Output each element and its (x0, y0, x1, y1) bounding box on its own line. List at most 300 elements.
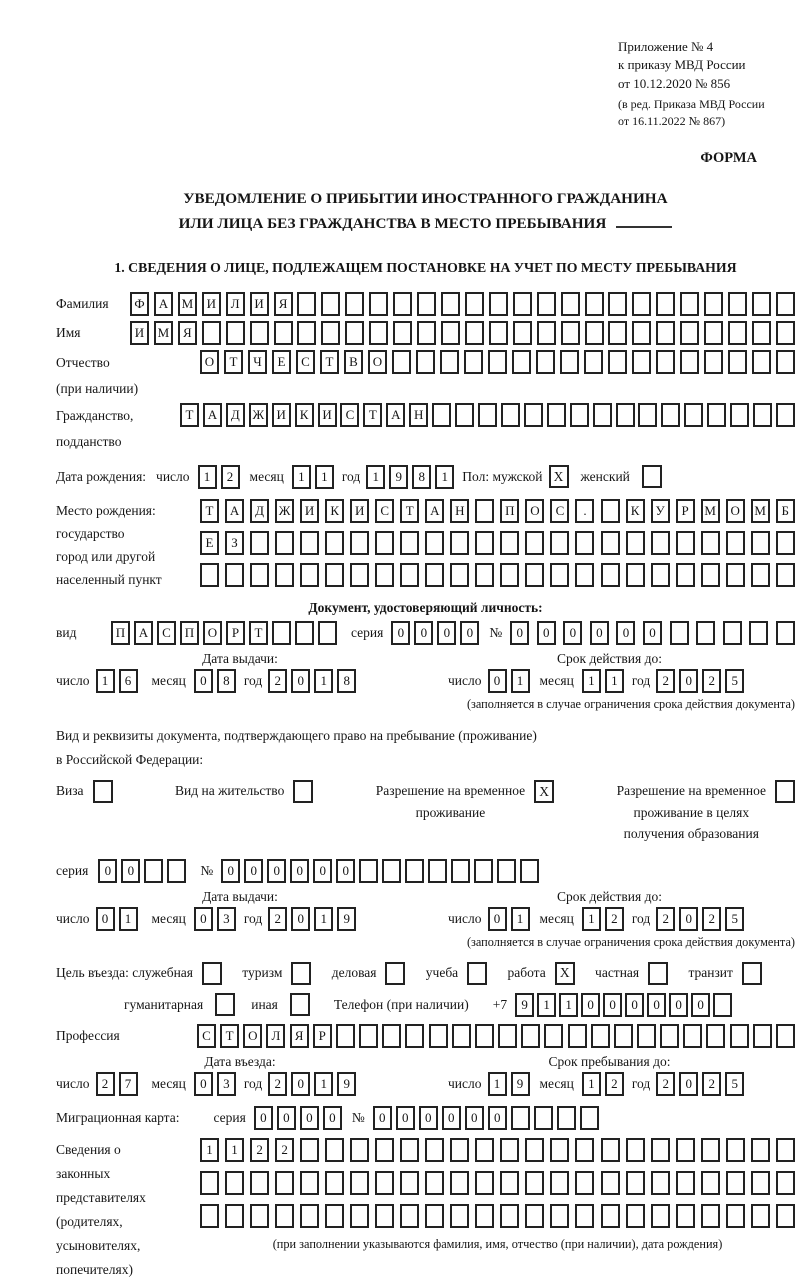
char-cell[interactable] (575, 563, 594, 587)
char-cell[interactable] (375, 531, 394, 555)
char-cell[interactable] (525, 531, 544, 555)
char-cell[interactable] (250, 321, 269, 345)
char-cell[interactable] (701, 563, 720, 587)
char-cell[interactable]: 0 (419, 1106, 438, 1130)
char-cell[interactable] (525, 1171, 544, 1195)
char-cell[interactable] (684, 403, 703, 427)
char-cell[interactable] (575, 1204, 594, 1228)
char-cell[interactable] (489, 321, 508, 345)
char-cell[interactable] (776, 321, 795, 345)
char-cell[interactable]: 2 (250, 1138, 269, 1162)
char-cell[interactable] (626, 1204, 645, 1228)
char-cell[interactable] (632, 292, 651, 316)
char-cell[interactable] (200, 563, 219, 587)
char-cell[interactable] (325, 1204, 344, 1228)
char-cell[interactable]: Ч (248, 350, 267, 374)
char-cell[interactable] (375, 1204, 394, 1228)
char-cell[interactable] (701, 1171, 720, 1195)
char-cell[interactable] (651, 1138, 670, 1162)
char-cell[interactable]: 1 (582, 669, 601, 693)
char-cell[interactable]: Т (320, 350, 339, 374)
char-cell[interactable]: Н (409, 403, 428, 427)
char-cell[interactable]: 1 (366, 465, 385, 489)
char-cell[interactable] (660, 1024, 679, 1048)
char-cell[interactable] (537, 321, 556, 345)
char-cell[interactable] (359, 859, 378, 883)
char-cell[interactable] (428, 859, 447, 883)
char-cell[interactable] (475, 1024, 494, 1048)
char-cell[interactable] (776, 563, 795, 587)
char-cell[interactable] (375, 1138, 394, 1162)
char-cell[interactable] (429, 1024, 448, 1048)
char-cell[interactable] (475, 499, 494, 523)
char-cell[interactable] (425, 1138, 444, 1162)
char-cell[interactable] (500, 1138, 519, 1162)
char-cell[interactable] (726, 563, 745, 587)
char-cell[interactable] (392, 350, 411, 374)
char-cell[interactable]: 1 (225, 1138, 244, 1162)
char-cell[interactable]: 1 (314, 669, 333, 693)
purpose-other-checkbox[interactable] (290, 993, 310, 1016)
char-cell[interactable] (776, 403, 795, 427)
char-cell[interactable] (451, 859, 470, 883)
char-cell[interactable] (350, 1171, 369, 1195)
char-cell[interactable] (550, 563, 569, 587)
char-cell[interactable]: О (726, 499, 745, 523)
char-cell[interactable]: Т (249, 621, 268, 645)
char-cell[interactable]: 9 (337, 907, 356, 931)
char-cell[interactable]: 0 (194, 907, 213, 931)
char-cell[interactable] (749, 621, 768, 645)
char-cell[interactable]: З (225, 531, 244, 555)
char-cell[interactable] (321, 321, 340, 345)
char-cell[interactable] (400, 563, 419, 587)
char-cell[interactable] (713, 993, 732, 1017)
char-cell[interactable] (656, 292, 675, 316)
char-cell[interactable]: 8 (412, 465, 431, 489)
char-cell[interactable] (400, 1138, 419, 1162)
char-cell[interactable]: 1 (315, 465, 334, 489)
char-cell[interactable]: Т (200, 499, 219, 523)
char-cell[interactable] (751, 531, 770, 555)
char-cell[interactable] (730, 1024, 749, 1048)
char-cell[interactable] (405, 859, 424, 883)
char-cell[interactable]: С (157, 621, 176, 645)
char-cell[interactable] (707, 403, 726, 427)
char-cell[interactable]: 0 (460, 621, 479, 645)
char-cell[interactable] (393, 292, 412, 316)
char-cell[interactable] (575, 531, 594, 555)
char-cell[interactable]: 0 (313, 859, 332, 883)
char-cell[interactable]: 0 (581, 993, 600, 1017)
char-cell[interactable] (550, 1171, 569, 1195)
char-cell[interactable] (275, 1171, 294, 1195)
char-cell[interactable]: 1 (511, 669, 530, 693)
char-cell[interactable]: Т (400, 499, 419, 523)
char-cell[interactable]: 2 (96, 1072, 115, 1096)
char-cell[interactable]: 1 (314, 1072, 333, 1096)
char-cell[interactable] (616, 403, 635, 427)
char-cell[interactable]: 0 (414, 621, 433, 645)
char-cell[interactable]: О (368, 350, 387, 374)
char-cell[interactable] (560, 350, 579, 374)
char-cell[interactable]: Н (450, 499, 469, 523)
char-cell[interactable]: Л (226, 292, 245, 316)
char-cell[interactable] (584, 350, 603, 374)
char-cell[interactable]: Д (250, 499, 269, 523)
char-cell[interactable] (751, 1138, 770, 1162)
purpose-private-checkbox[interactable] (648, 962, 668, 985)
char-cell[interactable]: 9 (515, 993, 534, 1017)
char-cell[interactable] (275, 531, 294, 555)
char-cell[interactable]: 0 (323, 1106, 342, 1130)
char-cell[interactable]: Я (290, 1024, 309, 1048)
char-cell[interactable] (726, 1138, 745, 1162)
char-cell[interactable]: М (751, 499, 770, 523)
char-cell[interactable] (728, 292, 747, 316)
char-cell[interactable] (776, 292, 795, 316)
char-cell[interactable]: 0 (391, 621, 410, 645)
char-cell[interactable] (300, 1138, 319, 1162)
purpose-transit-checkbox[interactable] (742, 962, 762, 985)
char-cell[interactable]: Ф (130, 292, 149, 316)
char-cell[interactable]: 0 (669, 993, 688, 1017)
char-cell[interactable]: 0 (98, 859, 117, 883)
char-cell[interactable]: С (296, 350, 315, 374)
char-cell[interactable]: 0 (510, 621, 529, 645)
char-cell[interactable]: 9 (389, 465, 408, 489)
char-cell[interactable] (425, 1171, 444, 1195)
char-cell[interactable]: С (550, 499, 569, 523)
char-cell[interactable]: 0 (291, 907, 310, 931)
char-cell[interactable]: А (203, 403, 222, 427)
char-cell[interactable] (608, 292, 627, 316)
char-cell[interactable] (465, 321, 484, 345)
char-cell[interactable] (728, 350, 747, 374)
char-cell[interactable] (318, 621, 337, 645)
char-cell[interactable]: Р (676, 499, 695, 523)
char-cell[interactable] (626, 563, 645, 587)
char-cell[interactable] (601, 499, 620, 523)
char-cell[interactable] (632, 350, 651, 374)
char-cell[interactable] (776, 1138, 795, 1162)
char-cell[interactable]: 0 (679, 1072, 698, 1096)
char-cell[interactable]: 0 (121, 859, 140, 883)
char-cell[interactable]: 0 (679, 669, 698, 693)
char-cell[interactable]: 0 (616, 621, 635, 645)
char-cell[interactable]: 0 (277, 1106, 296, 1130)
char-cell[interactable] (450, 1138, 469, 1162)
char-cell[interactable]: К (325, 499, 344, 523)
char-cell[interactable]: 2 (702, 669, 721, 693)
char-cell[interactable] (425, 531, 444, 555)
char-cell[interactable]: 0 (291, 1072, 310, 1096)
char-cell[interactable] (300, 563, 319, 587)
purpose-official-checkbox[interactable] (202, 962, 222, 985)
char-cell[interactable] (776, 531, 795, 555)
char-cell[interactable] (272, 621, 291, 645)
char-cell[interactable] (375, 1171, 394, 1195)
char-cell[interactable]: Д (226, 403, 245, 427)
char-cell[interactable] (226, 321, 245, 345)
char-cell[interactable] (557, 1106, 576, 1130)
char-cell[interactable] (575, 1138, 594, 1162)
char-cell[interactable] (450, 563, 469, 587)
char-cell[interactable] (432, 403, 451, 427)
char-cell[interactable] (776, 621, 795, 645)
char-cell[interactable]: 1 (200, 1138, 219, 1162)
char-cell[interactable] (450, 531, 469, 555)
char-cell[interactable] (441, 292, 460, 316)
char-cell[interactable] (537, 292, 556, 316)
char-cell[interactable] (656, 321, 675, 345)
char-cell[interactable] (498, 1024, 517, 1048)
visa-checkbox[interactable] (93, 780, 113, 803)
char-cell[interactable] (561, 292, 580, 316)
char-cell[interactable]: 0 (300, 1106, 319, 1130)
char-cell[interactable] (450, 1204, 469, 1228)
char-cell[interactable]: К (626, 499, 645, 523)
char-cell[interactable] (359, 1024, 378, 1048)
char-cell[interactable] (696, 621, 715, 645)
char-cell[interactable] (475, 563, 494, 587)
char-cell[interactable] (369, 321, 388, 345)
char-cell[interactable] (547, 403, 566, 427)
char-cell[interactable] (608, 321, 627, 345)
char-cell[interactable] (393, 321, 412, 345)
char-cell[interactable]: 5 (725, 907, 744, 931)
char-cell[interactable]: Т (220, 1024, 239, 1048)
char-cell[interactable] (637, 1024, 656, 1048)
char-cell[interactable] (704, 321, 723, 345)
char-cell[interactable] (670, 621, 689, 645)
char-cell[interactable]: М (154, 321, 173, 345)
char-cell[interactable] (601, 1171, 620, 1195)
char-cell[interactable] (297, 292, 316, 316)
char-cell[interactable] (200, 1204, 219, 1228)
char-cell[interactable] (632, 321, 651, 345)
char-cell[interactable] (501, 403, 520, 427)
char-cell[interactable] (776, 1171, 795, 1195)
char-cell[interactable] (325, 531, 344, 555)
char-cell[interactable]: Е (200, 531, 219, 555)
char-cell[interactable] (706, 1024, 725, 1048)
char-cell[interactable]: А (425, 499, 444, 523)
char-cell[interactable] (250, 563, 269, 587)
char-cell[interactable]: С (197, 1024, 216, 1048)
char-cell[interactable] (250, 531, 269, 555)
char-cell[interactable] (465, 292, 484, 316)
char-cell[interactable]: 1 (198, 465, 217, 489)
char-cell[interactable]: О (525, 499, 544, 523)
char-cell[interactable] (425, 563, 444, 587)
char-cell[interactable] (680, 350, 699, 374)
char-cell[interactable]: 0 (373, 1106, 392, 1130)
char-cell[interactable] (593, 403, 612, 427)
char-cell[interactable] (676, 563, 695, 587)
char-cell[interactable]: О (243, 1024, 262, 1048)
char-cell[interactable]: 0 (647, 993, 666, 1017)
char-cell[interactable]: 3 (217, 1072, 236, 1096)
char-cell[interactable]: 0 (290, 859, 309, 883)
char-cell[interactable]: 0 (537, 621, 556, 645)
char-cell[interactable]: Р (226, 621, 245, 645)
char-cell[interactable]: 9 (337, 1072, 356, 1096)
char-cell[interactable]: И (272, 403, 291, 427)
char-cell[interactable]: 8 (217, 669, 236, 693)
char-cell[interactable] (585, 292, 604, 316)
char-cell[interactable]: Ж (249, 403, 268, 427)
purpose-humanitarian-checkbox[interactable] (215, 993, 235, 1016)
char-cell[interactable] (651, 531, 670, 555)
char-cell[interactable] (651, 1171, 670, 1195)
char-cell[interactable]: 1 (582, 907, 601, 931)
char-cell[interactable] (534, 1106, 553, 1130)
char-cell[interactable] (751, 1171, 770, 1195)
char-cell[interactable] (536, 350, 555, 374)
char-cell[interactable] (752, 350, 771, 374)
char-cell[interactable] (382, 859, 401, 883)
char-cell[interactable] (683, 1024, 702, 1048)
char-cell[interactable] (601, 1204, 620, 1228)
char-cell[interactable] (300, 1204, 319, 1228)
char-cell[interactable]: 1 (435, 465, 454, 489)
char-cell[interactable] (776, 1204, 795, 1228)
char-cell[interactable] (300, 1171, 319, 1195)
char-cell[interactable] (417, 292, 436, 316)
char-cell[interactable] (474, 859, 493, 883)
purpose-study-checkbox[interactable] (467, 962, 487, 985)
char-cell[interactable] (488, 350, 507, 374)
char-cell[interactable]: Я (274, 292, 293, 316)
char-cell[interactable] (274, 321, 293, 345)
char-cell[interactable] (568, 1024, 587, 1048)
char-cell[interactable] (601, 531, 620, 555)
char-cell[interactable] (638, 403, 657, 427)
char-cell[interactable] (661, 403, 680, 427)
char-cell[interactable] (350, 1204, 369, 1228)
char-cell[interactable] (776, 1024, 795, 1048)
temp-residence-edu-checkbox[interactable] (775, 780, 795, 803)
char-cell[interactable] (452, 1024, 471, 1048)
char-cell[interactable] (167, 859, 186, 883)
char-cell[interactable] (626, 1138, 645, 1162)
char-cell[interactable]: 0 (96, 907, 115, 931)
char-cell[interactable] (202, 321, 221, 345)
char-cell[interactable] (297, 321, 316, 345)
char-cell[interactable]: 0 (254, 1106, 273, 1130)
char-cell[interactable] (580, 1106, 599, 1130)
char-cell[interactable]: 0 (679, 907, 698, 931)
char-cell[interactable]: 0 (625, 993, 644, 1017)
char-cell[interactable]: 1 (488, 1072, 507, 1096)
char-cell[interactable]: 0 (267, 859, 286, 883)
purpose-tourism-checkbox[interactable] (291, 962, 311, 985)
char-cell[interactable]: О (200, 350, 219, 374)
char-cell[interactable]: 0 (643, 621, 662, 645)
char-cell[interactable] (441, 321, 460, 345)
char-cell[interactable] (591, 1024, 610, 1048)
char-cell[interactable] (726, 1204, 745, 1228)
char-cell[interactable]: А (225, 499, 244, 523)
char-cell[interactable] (585, 321, 604, 345)
char-cell[interactable]: А (386, 403, 405, 427)
char-cell[interactable] (776, 350, 795, 374)
purpose-work-checkbox[interactable]: X (555, 962, 575, 985)
char-cell[interactable]: А (134, 621, 153, 645)
char-cell[interactable]: 1 (96, 669, 115, 693)
char-cell[interactable]: П (180, 621, 199, 645)
char-cell[interactable] (601, 563, 620, 587)
char-cell[interactable] (405, 1024, 424, 1048)
char-cell[interactable]: И (350, 499, 369, 523)
char-cell[interactable] (464, 350, 483, 374)
char-cell[interactable]: Я (178, 321, 197, 345)
char-cell[interactable] (753, 1024, 772, 1048)
char-cell[interactable]: 1 (559, 993, 578, 1017)
char-cell[interactable] (512, 350, 531, 374)
char-cell[interactable]: 0 (336, 859, 355, 883)
char-cell[interactable] (500, 1171, 519, 1195)
char-cell[interactable] (144, 859, 163, 883)
char-cell[interactable]: 1 (511, 907, 530, 931)
char-cell[interactable] (275, 563, 294, 587)
char-cell[interactable] (626, 531, 645, 555)
char-cell[interactable]: 2 (221, 465, 240, 489)
char-cell[interactable] (417, 321, 436, 345)
char-cell[interactable]: О (203, 621, 222, 645)
char-cell[interactable] (511, 1106, 530, 1130)
char-cell[interactable] (455, 403, 474, 427)
char-cell[interactable] (751, 563, 770, 587)
char-cell[interactable] (497, 859, 516, 883)
char-cell[interactable] (475, 1204, 494, 1228)
blank-underline[interactable] (616, 226, 672, 228)
char-cell[interactable]: 0 (691, 993, 710, 1017)
char-cell[interactable] (478, 403, 497, 427)
char-cell[interactable] (475, 1171, 494, 1195)
char-cell[interactable]: П (500, 499, 519, 523)
char-cell[interactable] (656, 350, 675, 374)
char-cell[interactable]: 1 (119, 907, 138, 931)
char-cell[interactable]: 2 (702, 1072, 721, 1096)
char-cell[interactable]: С (340, 403, 359, 427)
char-cell[interactable]: 0 (590, 621, 609, 645)
char-cell[interactable]: 0 (563, 621, 582, 645)
char-cell[interactable] (726, 531, 745, 555)
char-cell[interactable] (525, 563, 544, 587)
char-cell[interactable] (400, 531, 419, 555)
char-cell[interactable] (704, 350, 723, 374)
char-cell[interactable]: 2 (275, 1138, 294, 1162)
char-cell[interactable] (704, 292, 723, 316)
char-cell[interactable] (751, 1204, 770, 1228)
char-cell[interactable] (225, 563, 244, 587)
char-cell[interactable]: 7 (119, 1072, 138, 1096)
char-cell[interactable] (369, 292, 388, 316)
char-cell[interactable] (676, 1171, 695, 1195)
char-cell[interactable]: 1 (605, 669, 624, 693)
char-cell[interactable]: 8 (337, 669, 356, 693)
char-cell[interactable] (425, 1204, 444, 1228)
char-cell[interactable] (325, 1138, 344, 1162)
char-cell[interactable] (614, 1024, 633, 1048)
char-cell[interactable]: 0 (221, 859, 240, 883)
char-cell[interactable] (336, 1024, 355, 1048)
char-cell[interactable] (550, 1138, 569, 1162)
char-cell[interactable] (325, 1171, 344, 1195)
char-cell[interactable]: 0 (465, 1106, 484, 1130)
